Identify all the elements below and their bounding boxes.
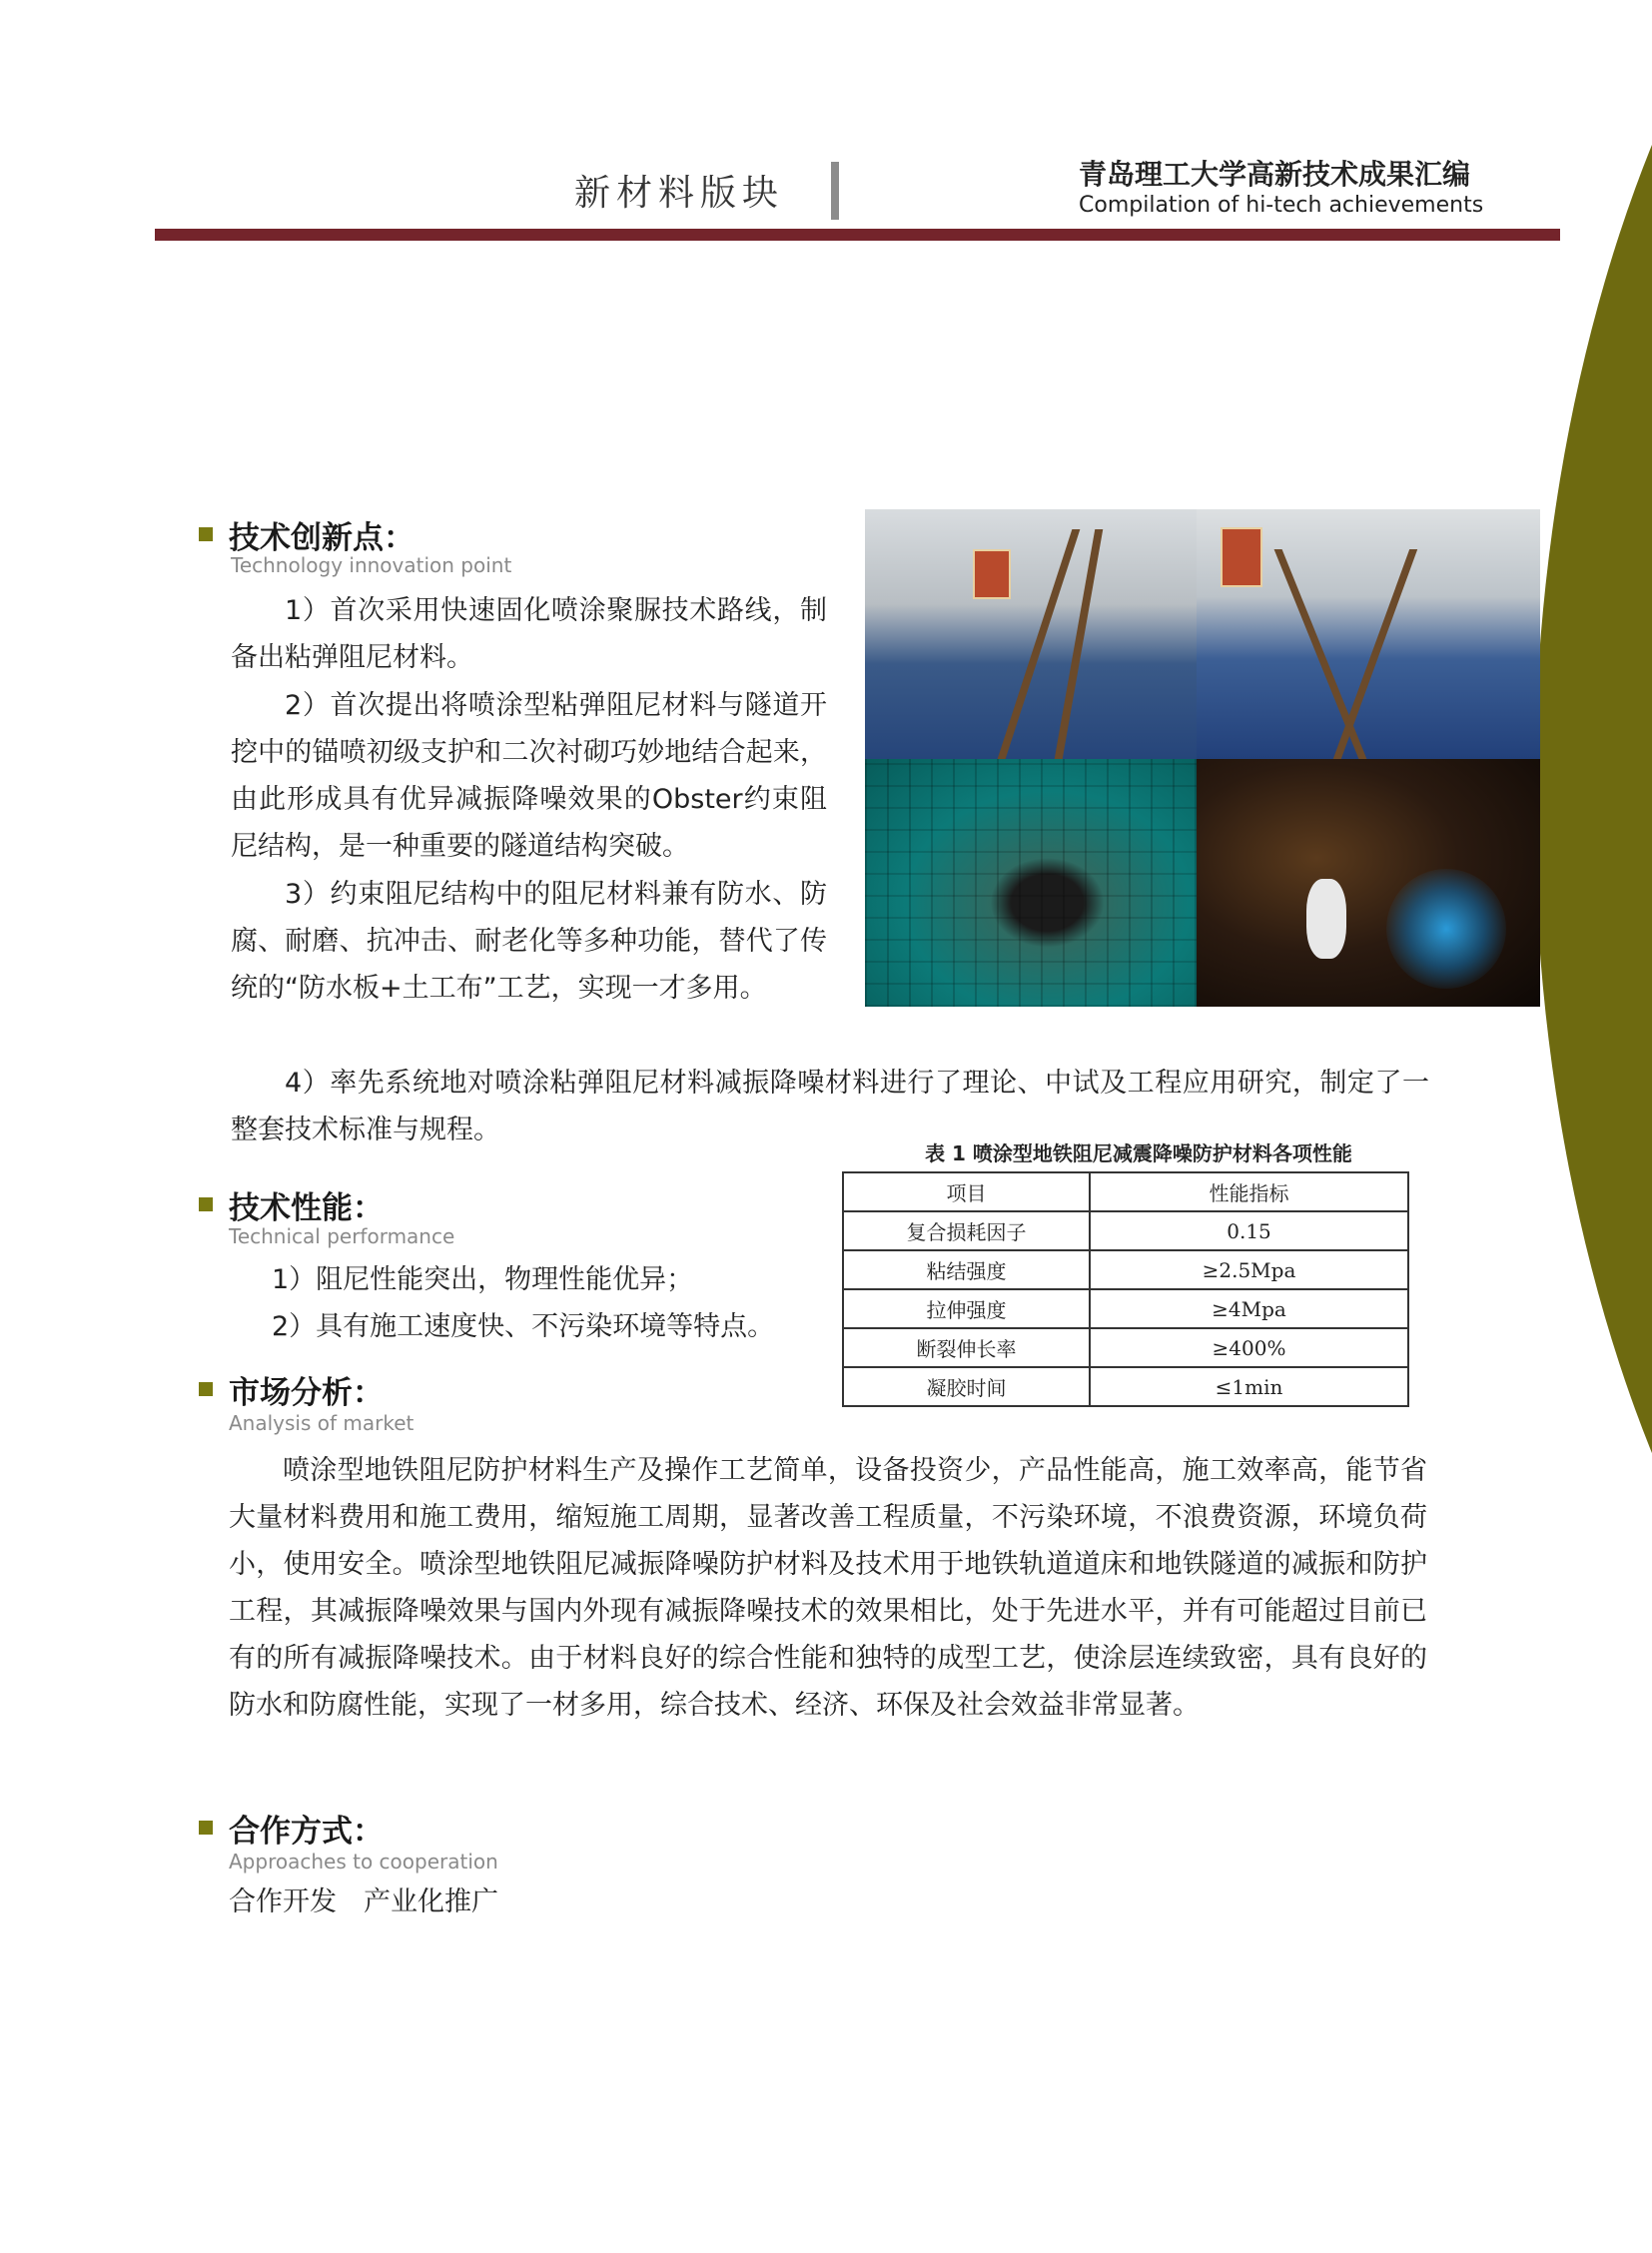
photo-finished-track-bed bbox=[1197, 509, 1540, 759]
market-subheading: Analysis of market bbox=[229, 1411, 414, 1435]
innovation-subheading: Technology innovation point bbox=[231, 553, 512, 577]
table-cell-value: ≥2.5Mpa bbox=[1090, 1250, 1408, 1289]
table-cell-item: 拉伸强度 bbox=[843, 1289, 1090, 1328]
performance-point-1: 1）阻尼性能突出，物理性能优异； bbox=[272, 1264, 694, 1295]
table-row bbox=[843, 1367, 1408, 1406]
performance-heading: 技术性能： bbox=[229, 1190, 384, 1226]
photo-tunnel-mesh-lining bbox=[865, 759, 1197, 1007]
innovation-point-2: 2）首次提出将喷涂型粘弹阻尼材料与隧道开挖中的锚喷初级支护和二次衬砌巧妙地结合起来，由此形成具有优异减振降噪效果的Obster约束阻尼结构，是一种重要的隧道结构突破。 bbox=[231, 690, 827, 862]
market-heading: 市场分析： bbox=[229, 1375, 384, 1411]
table-header-item: 项目 bbox=[843, 1172, 1090, 1211]
table-cell-value: ≤1min bbox=[1090, 1367, 1408, 1406]
publication-title-en: Compilation of hi-tech achievements bbox=[1079, 193, 1484, 218]
photo-spraying-track-bed bbox=[865, 509, 1197, 759]
publication-title-cn: 青岛理工大学高新技术成果汇编 bbox=[1079, 158, 1471, 191]
innovation-heading: 技术创新点： bbox=[229, 520, 414, 556]
table-cell-item: 断裂伸长率 bbox=[843, 1328, 1090, 1367]
spec-table bbox=[842, 1171, 1409, 1407]
market-paragraph: 喷涂型地铁阻尼防护材料生产及操作工艺简单，设备投资少，产品性能高，施工效率高，能节省大量材料费用和施工费用，缩短施工周期，显著改善工程质量，不污染环境，不浪费资源，环境负荷小，使用安全。喷涂型地铁阻尼减振降噪防护材料及技术用于地铁轨道道床和地铁隧道的减振和防护工程，其减振降噪效果与国内外现有减振降噪技术的效果相比，处于先进水平，并有可能超过目前已有的所有减振降噪技术。由于材料良好的综合性能和独特的成型工艺，使涂层连续致密，具有良好的防水和防腐性能，实现了一材多用，综合技术、经济、环保及社会效益非常显著。 bbox=[229, 1455, 1427, 1721]
table-cell-value: ≥4Mpa bbox=[1090, 1289, 1408, 1328]
decorative-olive-arc bbox=[1534, 0, 1652, 1897]
cooperation-subheading: Approaches to cooperation bbox=[229, 1850, 498, 1874]
innovation-point-1: 1）首次采用快速固化喷涂聚脲技术路线，制备出粘弹阻尼材料。 bbox=[231, 595, 827, 673]
innovation-bullet-icon bbox=[199, 527, 213, 541]
performance-bullet-icon bbox=[199, 1197, 213, 1211]
cooperation-heading: 合作方式： bbox=[229, 1814, 384, 1850]
innovation-point-3: 3）约束阻尼结构中的阻尼材料兼有防水、防腐、耐磨、抗冲击、耐老化等多种功能，替代了传统的“防水板+土工布”工艺，实现一才多用。 bbox=[231, 879, 827, 1004]
header-rule bbox=[155, 229, 1560, 241]
photo-workers-spraying bbox=[1197, 759, 1540, 1007]
performance-subheading: Technical performance bbox=[229, 1224, 455, 1248]
innovation-point-4: 4）率先系统地对喷涂粘弹阻尼材料减振降噪材料进行了理论、中试及工程应用研究，制定了一整套技术标准与规程。 bbox=[231, 1068, 1429, 1145]
section-title: 新材料版块 bbox=[574, 173, 785, 214]
table-header-row bbox=[843, 1172, 1408, 1211]
cooperation-text: 合作开发 产业化推广 bbox=[229, 1886, 498, 1917]
table-cell-value: ≥400% bbox=[1090, 1328, 1408, 1367]
table-row bbox=[843, 1289, 1408, 1328]
table-row bbox=[843, 1211, 1408, 1250]
header-divider bbox=[831, 162, 839, 220]
market-bullet-icon bbox=[199, 1382, 213, 1396]
table-cell-item: 粘结强度 bbox=[843, 1250, 1090, 1289]
cooperation-bullet-icon bbox=[199, 1821, 213, 1835]
table-cell-item: 凝胶时间 bbox=[843, 1367, 1090, 1406]
table-row bbox=[843, 1250, 1408, 1289]
performance-point-2: 2）具有施工速度快、不污染环境等特点。 bbox=[272, 1311, 775, 1342]
table-header-value: 性能指标 bbox=[1090, 1172, 1408, 1211]
table-cell-item: 复合损耗因子 bbox=[843, 1211, 1090, 1250]
table-row bbox=[843, 1328, 1408, 1367]
table-caption: 表 1 喷涂型地铁阻尼减震降噪防护材料各项性能 bbox=[925, 1141, 1352, 1165]
table-cell-value: 0.15 bbox=[1090, 1211, 1408, 1250]
tunnel-photo-collage bbox=[865, 509, 1540, 1007]
